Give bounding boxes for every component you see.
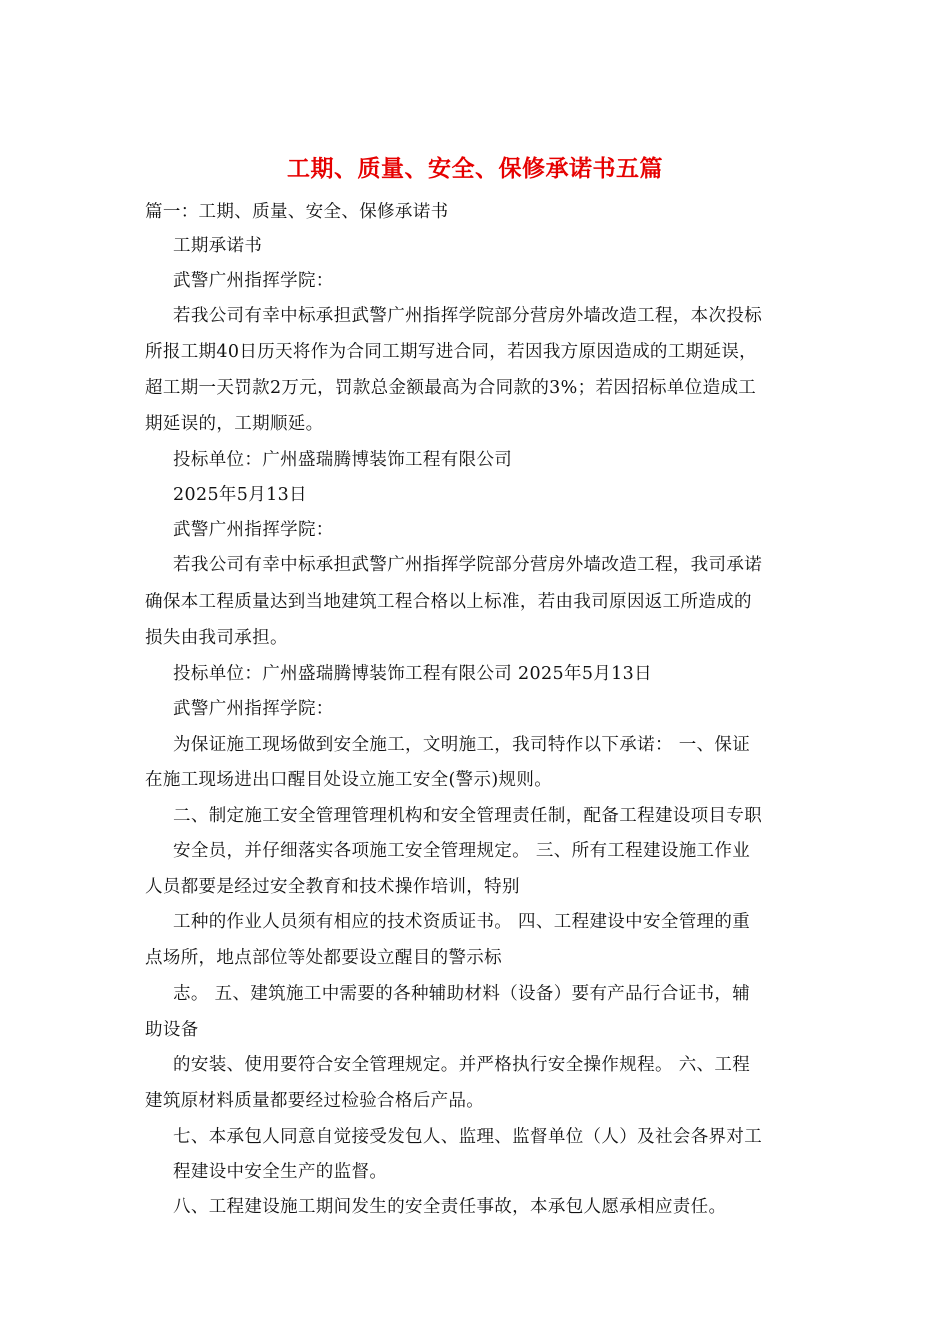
paragraph-line: 期延误的，工期顺延。 [145,414,324,434]
paragraph-line: 助设备 [145,1020,199,1040]
paragraph-line: 的安装、使用要符合安全管理规定。并严格执行安全操作规程。 六、工程 [173,1055,751,1075]
date-line: 2025年5月13日 [173,485,307,505]
paragraph-line: 在施工现场进出口醒目处设立施工安全(警示)规则。 [145,770,553,790]
paragraph-line: 工种的作业人员须有相应的技术资质证书。 四、工程建设中安全管理的重 [173,912,751,932]
addressee: 武警广州指挥学院： [173,699,334,719]
paragraph-line: 确保本工程质量达到当地建筑工程合格以上标准，若由我司原因返工所造成的 [145,592,752,612]
signature-line: 投标单位：广州盛瑞腾博装饰工程有限公司 2025年5月13日 [173,664,652,684]
paragraph-line: 安全员，并仔细落实各项施工安全管理规定。 三、所有工程建设施工作业 [173,841,751,861]
paragraph-line: 八、工程建设施工期间发生的安全责任事故，本承包人愿承相应责任。 [173,1197,727,1217]
section-heading: 篇一：工期、质量、安全、保修承诺书 [145,202,449,222]
paragraph-line: 七、本承包人同意自觉接受发包人、监理、监督单位（人）及社会各界对工 [173,1127,763,1147]
paragraph-line: 人员都要是经过安全教育和技术操作培训，特别 [145,877,520,897]
paragraph-line: 超工期一天罚款2万元，罚款总金额最高为合同款的3%；若因招标单位造成工 [145,378,757,398]
paragraph-line: 为保证施工现场做到安全施工，文明施工，我司特作以下承诺： 一、保证 [173,735,751,755]
document-title: 工期、质量、安全、保修承诺书五篇 [287,155,663,182]
paragraph-line: 若我公司有幸中标承担武警广州指挥学院部分营房外墙改造工程，我司承诺 [173,555,763,575]
paragraph-line: 二、制定施工安全管理管理机构和安全管理责任制，配备工程建设项目专职 [173,806,763,826]
paragraph-line: 志。 五、建筑施工中需要的各种辅助材料（设备）要有产品行合证书，辅 [173,984,751,1004]
paragraph-line: 程建设中安全生产的监督。 [173,1162,388,1182]
addressee: 武警广州指挥学院： [173,271,334,291]
subheading: 工期承诺书 [173,236,263,256]
signature-line: 投标单位：广州盛瑞腾博装饰工程有限公司 [173,450,513,470]
addressee: 武警广州指挥学院： [173,520,334,540]
paragraph-line: 点场所，地点部位等处都要设立醒目的警示标 [145,948,502,968]
paragraph-line: 损失由我司承担。 [145,628,288,648]
paragraph-line: 建筑原材料质量都要经过检验合格后产品。 [145,1091,485,1111]
paragraph-line: 所报工期40日历天将作为合同工期写进合同，若因我方原因造成的工期延误， [145,342,758,362]
paragraph-line: 若我公司有幸中标承担武警广州指挥学院部分营房外墙改造工程，本次投标 [173,306,763,326]
